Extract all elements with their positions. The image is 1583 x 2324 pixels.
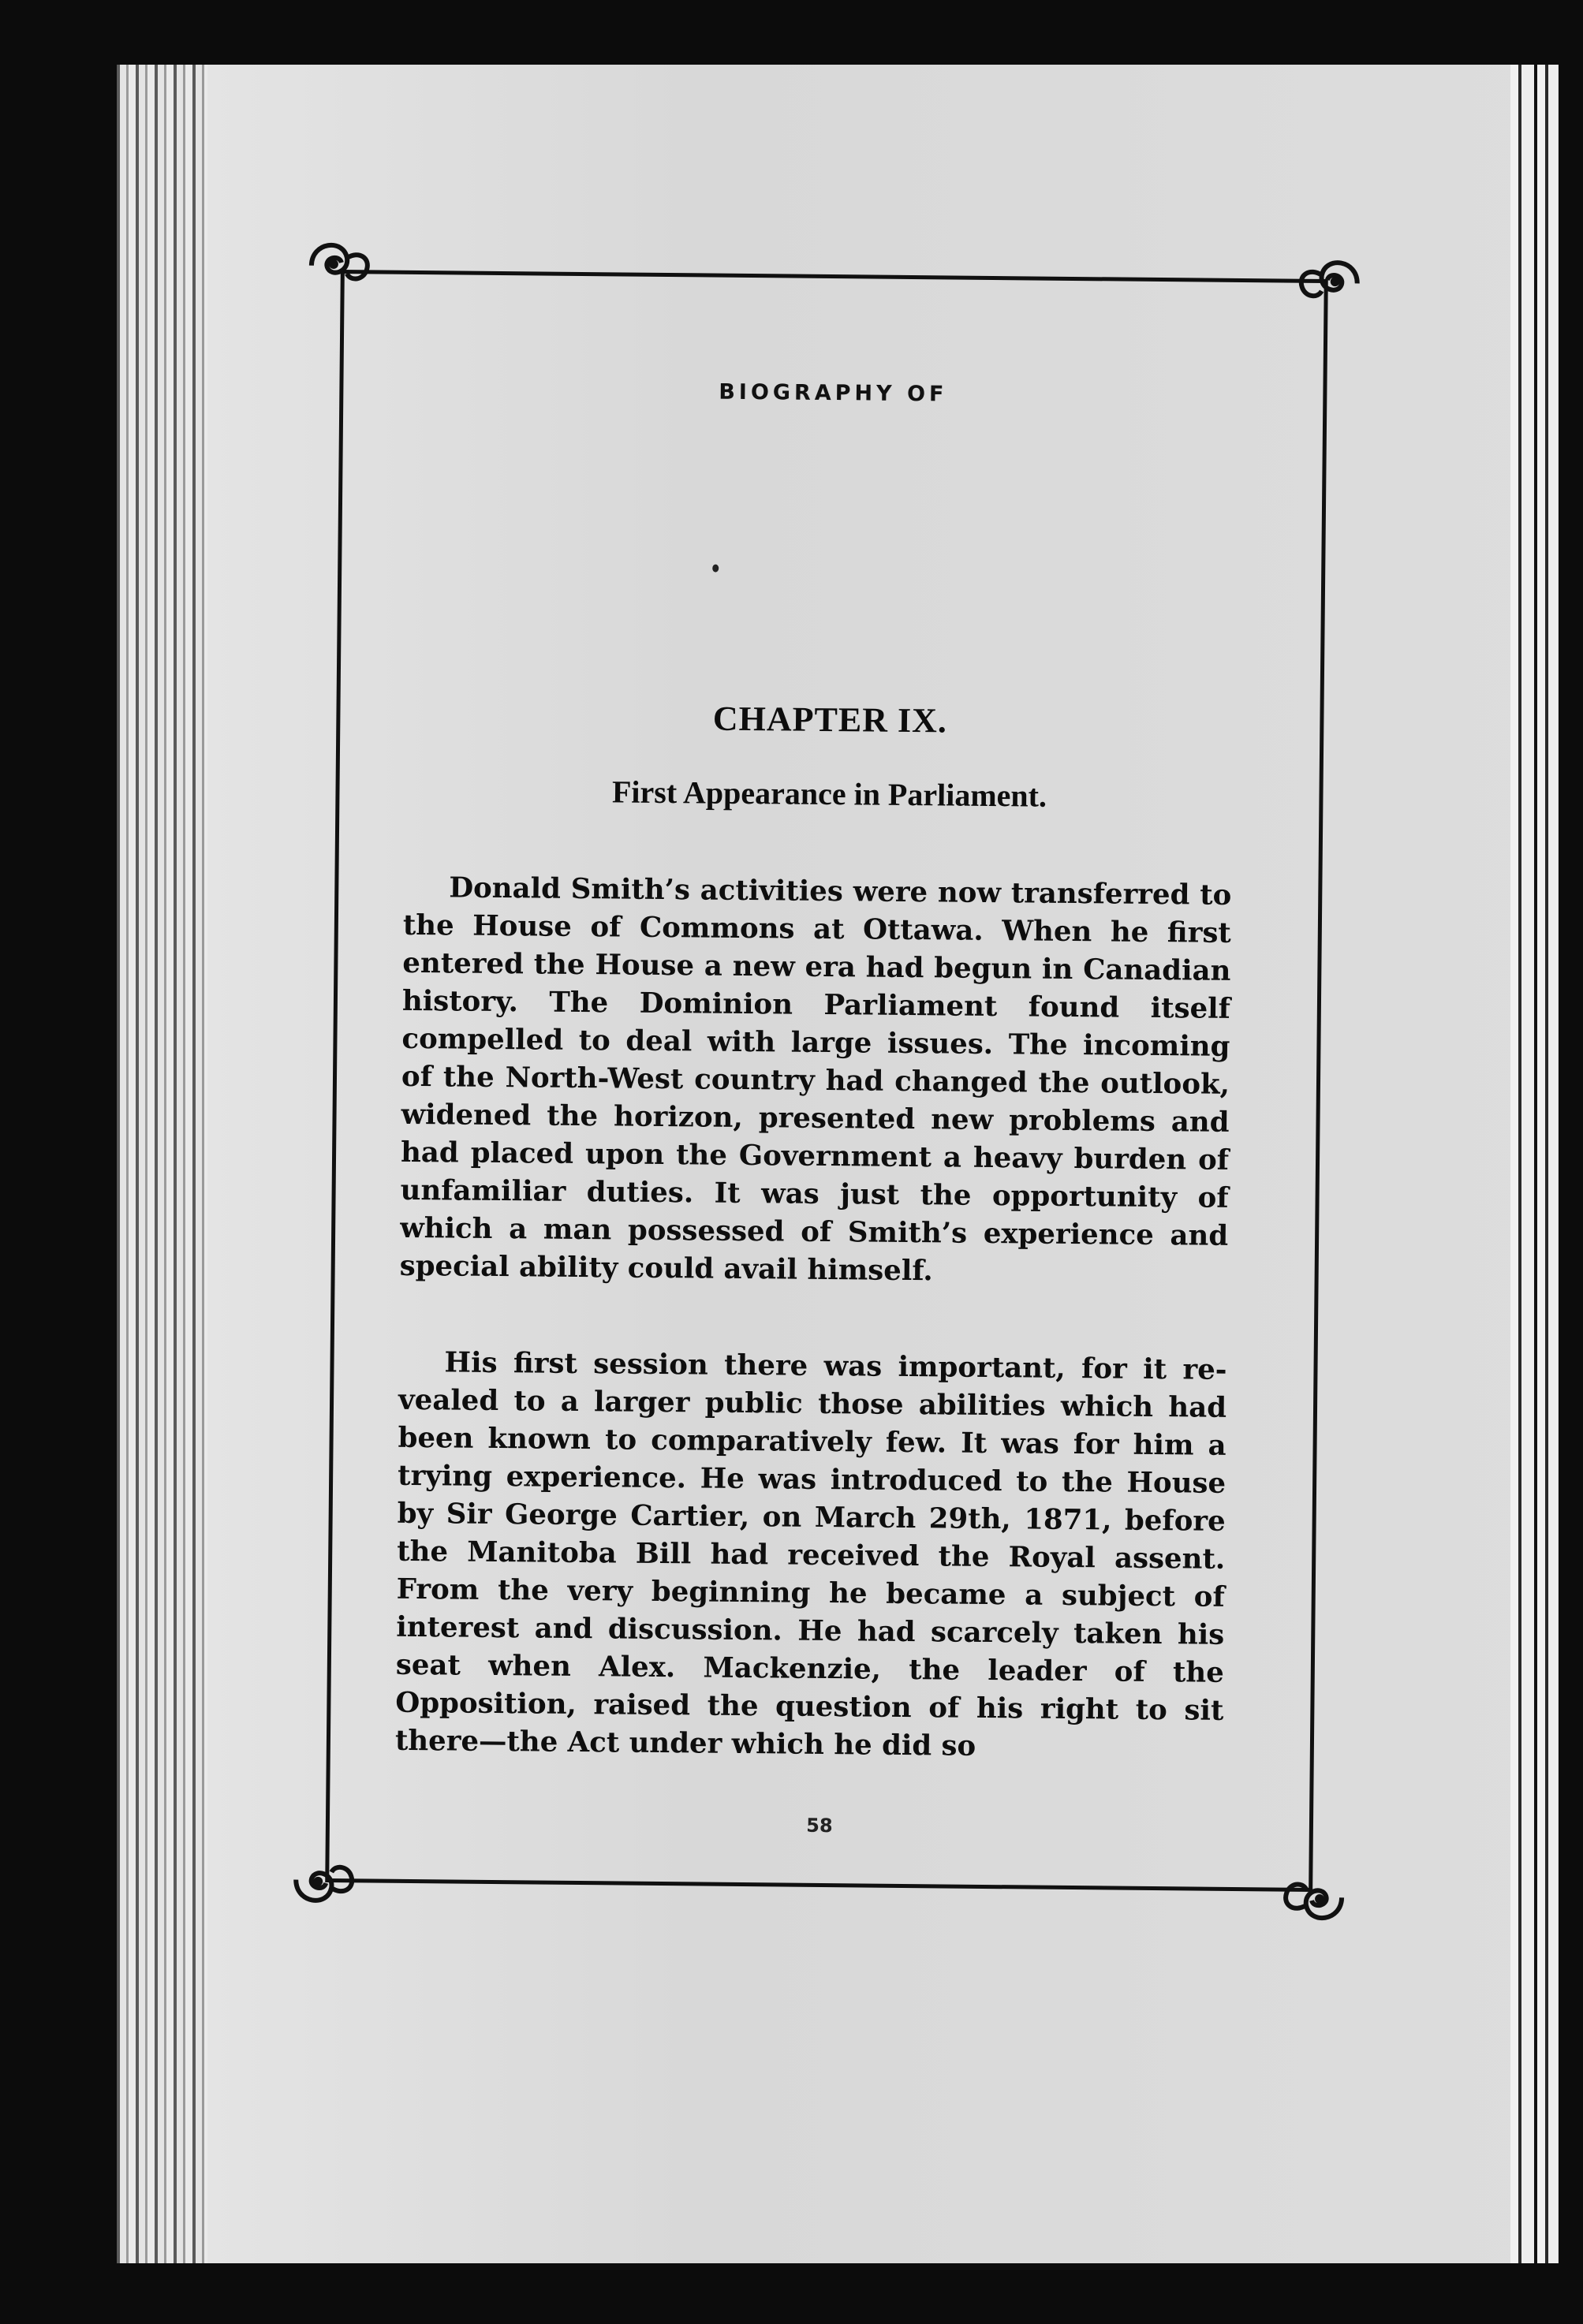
ink-speck bbox=[712, 565, 719, 573]
chapter-subtitle: First Appearance in Parliament. bbox=[611, 774, 1047, 814]
corner-ornament-icon bbox=[304, 234, 377, 298]
running-head: BIOGRAPHY OF bbox=[719, 379, 948, 407]
page-binding-edge bbox=[117, 65, 207, 2263]
decorative-border-frame bbox=[325, 270, 1328, 1892]
corner-ornament-icon bbox=[288, 1848, 361, 1912]
body-paragraph: Donald Smith’s activities were now transferred to the House of Commons at Ottawa. When he first entered the House a new era had begun in Canadian history. The Dominion Parliament found itself compelled to deal with large issues. The incoming of the North-West country had changed the outlook, widened the horizon, presented new problems and had placed upon the Government a heavy burden of unfamiliar duties. It was just the opportunity of which a man possessed of Smith’s experience and special ability could avail himself. bbox=[399, 871, 1232, 1287]
corner-ornament-icon bbox=[1277, 1866, 1350, 1930]
corner-ornament-icon bbox=[1292, 252, 1365, 315]
page-right-edge bbox=[1510, 65, 1558, 2263]
body-paragraph: His first session there was important, for it revealed to a larger public those abilities which had been known to comparatively few. It was for him a trying experience. He was introduced to the House by Sir George Cartier, on March 29th, 1871, before the Manitoba Bill had received the Royal assent. From the very beginning he became a subject of interest and discussion. He had scarcely taken his seat when Alex. Mackenzie, the leader of the Opposition, raised the question of his right to sit there—the Act under which he did so bbox=[394, 1345, 1227, 1763]
page-number: 58 bbox=[806, 1814, 833, 1837]
chapter-title: CHAPTER IX. bbox=[712, 699, 948, 740]
